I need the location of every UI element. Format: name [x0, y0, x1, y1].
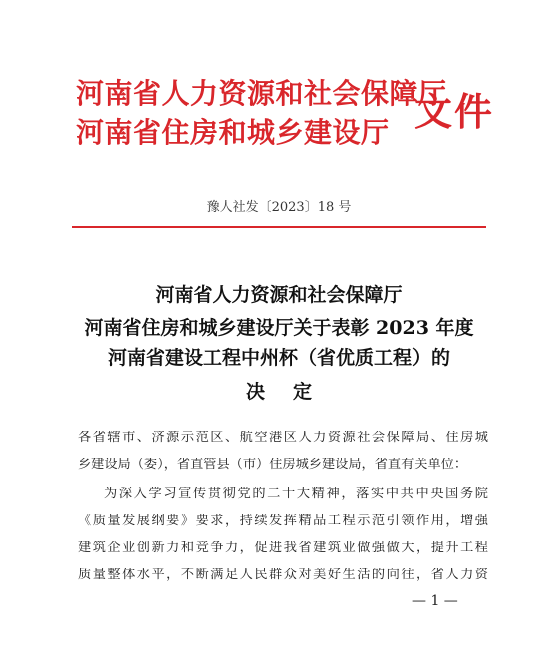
title-line-1: 河南省人力资源和社会保障厅 — [155, 284, 403, 306]
paragraph-line-2: 《质量发展纲要》要求，持续发挥精品工程示范引领作用，增强 — [78, 514, 488, 528]
recipients-line-2: 乡建设局（委），省直管县（市）住房城乡建设局，省直有关单位： — [78, 458, 468, 472]
document-type-label: 文件 — [414, 89, 495, 134]
issuer-name-housing: 河南省住房和城乡建设厅 — [76, 116, 390, 149]
recipients-line-1: 各省辖市、济源示范区、航空港区人力资源社会保障局、住房城 — [78, 431, 488, 445]
red-separator-line — [72, 226, 486, 228]
title-line-4: 决定 — [245, 381, 340, 403]
title-line-3: 河南省建设工程中州杯（省优质工程）的 — [107, 347, 450, 369]
issuer-name-hrss: 河南省人力资源和社会保障厅 — [76, 77, 447, 110]
paragraph-line-1: 为深入学习宣传贯彻党的二十大精神，落实中共中央国务院 — [104, 487, 488, 501]
paragraph-line-4: 质量整体水平，不断满足人民群众对美好生活的向往，省人力资 — [78, 568, 488, 582]
paragraph-line-3: 建筑企业创新力和竞争力，促进我省建筑业做强做大，提升工程 — [78, 541, 488, 555]
page-number: — 1 — — [412, 593, 458, 609]
document-number: 豫人社发〔2023〕18 号 — [206, 200, 352, 215]
title-line-2: 河南省住房和城乡建设厅关于表彰 2023 年度 — [84, 317, 474, 339]
